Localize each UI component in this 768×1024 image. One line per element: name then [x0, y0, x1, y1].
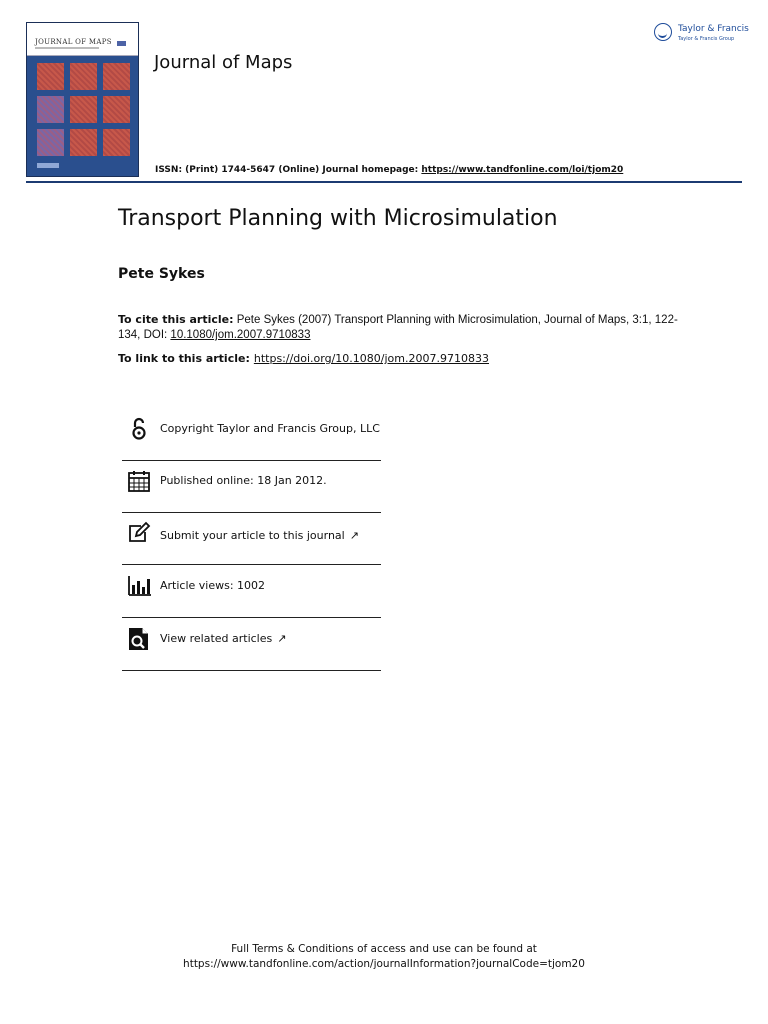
cover-tile	[103, 63, 130, 90]
submit-article-text: Submit your article to this journal	[160, 529, 345, 542]
cover-tile	[37, 63, 64, 90]
journal-title: Journal of Maps	[154, 52, 293, 73]
cover-tile	[37, 129, 64, 156]
bar-chart-icon	[127, 574, 151, 598]
search-document-icon	[127, 627, 151, 651]
article-link-block	[118, 352, 489, 365]
publisher-logo[interactable]	[654, 23, 754, 47]
row-divider	[122, 564, 381, 565]
info-row-submit[interactable]	[122, 513, 381, 565]
cover-tile	[70, 63, 97, 90]
open-access-icon	[127, 417, 151, 441]
journal-cover-image	[26, 22, 139, 177]
related-articles-link[interactable]	[160, 632, 286, 645]
info-row-published	[122, 461, 381, 513]
info-row-views	[122, 566, 381, 618]
row-divider	[122, 617, 381, 618]
issn-text: ISSN: (Print) 1744-5647 (Online) Journal homepage:	[155, 165, 422, 175]
article-title: Transport Planning with Microsimulation	[118, 206, 558, 231]
publisher-subname: Taylor & Francis Group	[678, 36, 735, 42]
related-articles-text: View related articles	[160, 632, 273, 645]
cover-tile	[70, 129, 97, 156]
article-views-text: Article views: 1002	[160, 579, 266, 592]
cover-footer-logo	[37, 163, 59, 168]
external-link-icon: ↗	[277, 632, 287, 645]
journal-homepage-link[interactable]: https://www.tandfonline.com/loi/tjom20	[421, 165, 624, 175]
external-link-icon: ↗	[349, 529, 359, 542]
info-row-copyright	[122, 409, 381, 461]
cover-masthead-rule	[35, 47, 99, 49]
cover-publisher-mark	[117, 41, 126, 46]
article-link-label: To link to this article:	[118, 352, 250, 365]
citation-text: Pete Sykes (2007) Transport Planning with Microsimulation, Journal of Maps, 3:1, 122-134, DOI:	[118, 314, 678, 341]
publisher-name: Taylor & Francis	[678, 24, 749, 34]
edit-icon	[127, 521, 151, 545]
article-doi-link[interactable]: https://doi.org/10.1080/jom.2007.9710833	[253, 352, 489, 365]
header-divider	[26, 181, 742, 183]
submit-article-link[interactable]	[160, 529, 359, 542]
published-date-text: Published online: 18 Jan 2012.	[160, 474, 327, 487]
footer-terms-text: Full Terms & Conditions of access and use can be found at	[231, 943, 537, 955]
info-row-related[interactable]	[122, 619, 381, 671]
citation-label: To cite this article:	[118, 313, 234, 326]
cover-tile	[103, 129, 130, 156]
issn-line	[155, 165, 623, 175]
calendar-icon	[127, 469, 151, 493]
cover-tile	[70, 96, 97, 123]
citation-doi-link[interactable]: 10.1080/jom.2007.9710833	[170, 329, 311, 341]
row-divider	[122, 670, 381, 671]
copyright-text: Copyright Taylor and Francis Group, LLC	[160, 422, 380, 435]
cover-tile	[103, 96, 130, 123]
taylor-francis-logo-icon	[654, 23, 672, 41]
cover-tile	[37, 96, 64, 123]
citation-block	[118, 312, 678, 343]
footer-terms-link[interactable]: https://www.tandfonline.com/action/journalInformation?journalCode=tjom20	[183, 958, 585, 970]
article-author: Pete Sykes	[118, 266, 205, 282]
cover-masthead: JOURNAL OF MAPS	[35, 38, 112, 46]
